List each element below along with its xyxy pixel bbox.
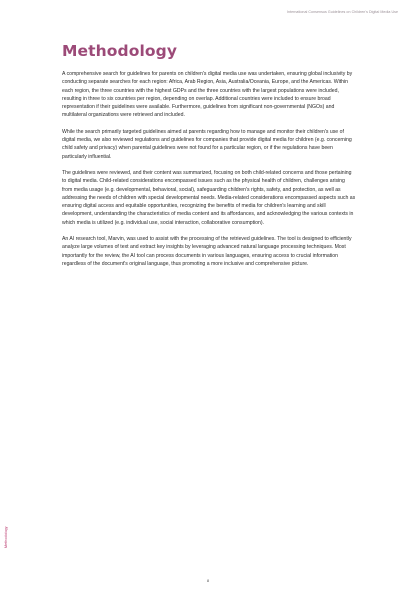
paragraph-review-content: The guidelines were reviewed, and their content was summarized, focusing on both child-related concerns and those pertaining to digital media. Child-related considerations encompassed issues such as the physical health of children, challenges arising from media usage (e.g. developmental, behavioral, social), safeguarding children's rights, safety, and protection, as well as addressing the needs of children with special developmental needs. Media-related considerations encompassed aspects such as ensuring digital access and equitable opportunities, recognizing the benefits of media for children's learning and skill development, understanding the characteristics of media content and its affordances, and acknowledging the various contexts in which media is utilized (e.g. individual use, social interaction, collaborative consumption). xyxy=(62,169,356,226)
paragraph-search-scope: While the search primarily targeted guidelines aimed at parents regarding how to manage and monitor their children's use of digital media, we also reviewed regulations and guidelines for companies that provide digital media for children (e.g. concerning child safety and privacy) when parental guidelines were not found for a particular region, or if the regulations have been particularly influential. xyxy=(62,128,352,160)
section-side-tab: Methodology xyxy=(4,526,8,548)
body-text xyxy=(62,70,356,276)
paragraph-ai-tool: An AI research tool, Marvin, was used to assist with the processing of the retrieved guidelines. The tool is designed to efficiently analyze large volumes of text and extract key insights by leveraging advanced natural language processing techniques. Most importantly for the review, the AI tool can process documents in various languages, ensuring access to crucial information regardless of the document's original language, thus promoting a more inclusive and comprehensive picture. xyxy=(62,236,352,267)
running-header: International Consensus Guidelines on Children's Digital Media Use xyxy=(286,10,398,14)
page-number: 8 xyxy=(206,578,210,583)
paragraph-search-strategy: A comprehensive search for guidelines for parents on children's digital media use was undertaken, ensuring global inclusivity by conducting separate searches for each region: Africa, Arab Region, Asia, Australia/Oceania, Europe, and the Americas. Within each region, the three countries with the highest GDPs and the three countries with the largest populations were included, resulting in three to six countries per region, depending on overlap. Additional countries were included to ensure broad representation if their guidelines were available. Furthermore, guidelines from significant non-governmental (NGOs) and multilateral organizations were retrieved and included. xyxy=(62,71,353,119)
page-title: Methodology xyxy=(62,42,178,60)
